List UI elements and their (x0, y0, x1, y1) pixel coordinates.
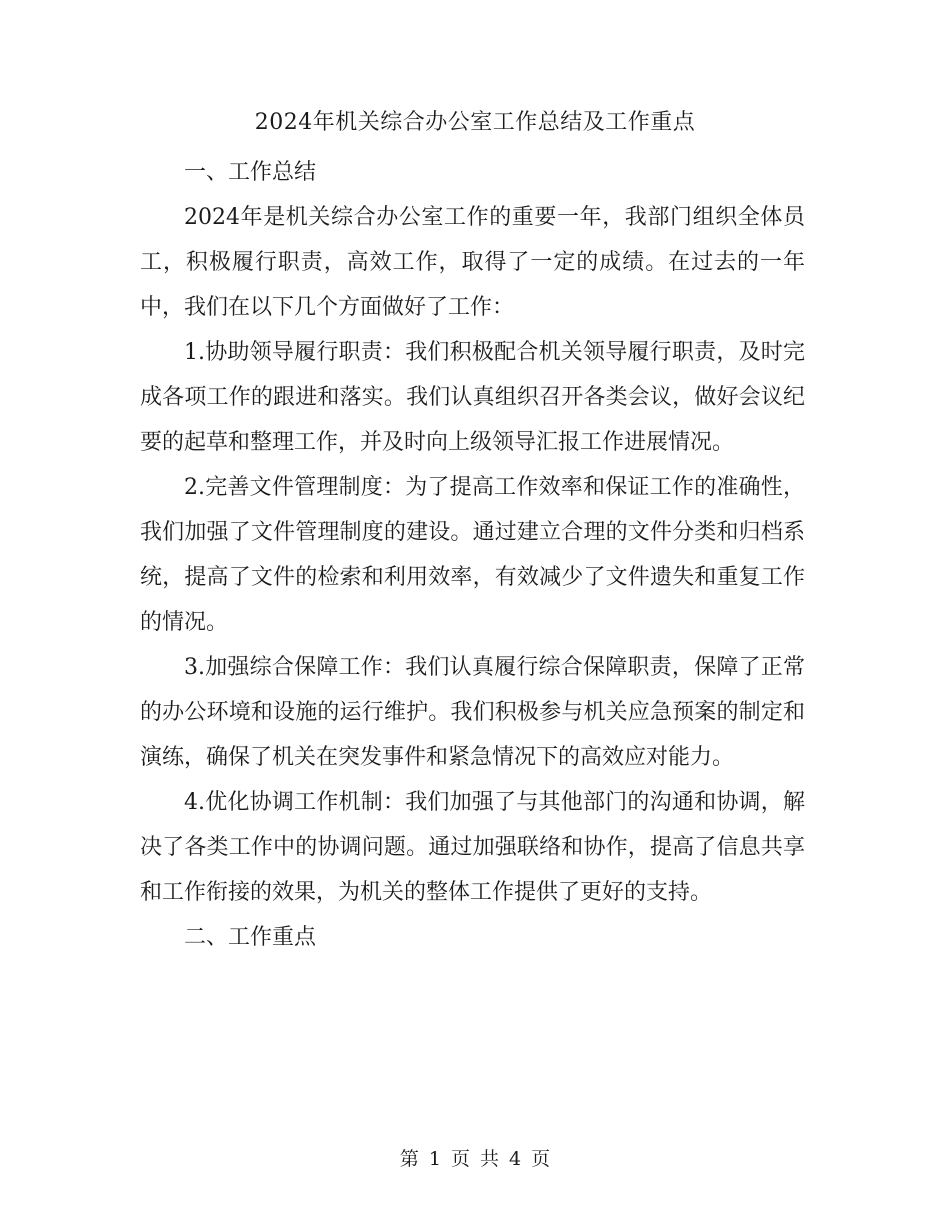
body-paragraph-item-4: 4.优化协调工作机制：我们加强了与其他部门的沟通和协调，解决了各类工作中的协调问题。通过加强联络和协作，提高了信息共享和工作衔接的效果，为机关的整体工作提供了更好的支持。 (140, 790, 805, 905)
section-heading-summary: 一、工作总结 (184, 160, 317, 185)
document-body (140, 150, 805, 960)
body-paragraph-item-3: 3.加强综合保障工作：我们认真履行综合保障职责，保障了正常的办公环境和设施的运行维护。我们积极参与机关应急预案的制定和演练，确保了机关在突发事件和紧急情况下的高效应对能力。 (140, 655, 805, 770)
body-paragraph-item-1: 1.协助领导履行职责：我们积极配合机关领导履行职责，及时完成各项工作的跟进和落实。我们认真组织召开各类会议，做好会议纪要的起草和整理工作，并及时向上级领导汇报工作进展情况。 (140, 340, 805, 455)
page-number-footer: 第 1 页 共 4 页 (399, 1148, 551, 1170)
body-paragraph-intro: 2024年是机关综合办公室工作的重要一年，我部门组织全体员工，积极履行职责，高效工作，取得了一定的成绩。在过去的一年中，我们在以下几个方面做好了工作： (140, 205, 805, 320)
section-heading-focus: 二、工作重点 (184, 925, 317, 950)
body-paragraph-item-2: 2.完善文件管理制度：为了提高工作效率和保证工作的准确性，我们加强了文件管理制度的建设。通过建立合理的文件分类和归档系统，提高了文件的检索和利用效率，有效减少了文件遗失和重复工作的情况。 (140, 475, 805, 635)
document-title: 2024年机关综合办公室工作总结及工作重点 (254, 110, 696, 135)
